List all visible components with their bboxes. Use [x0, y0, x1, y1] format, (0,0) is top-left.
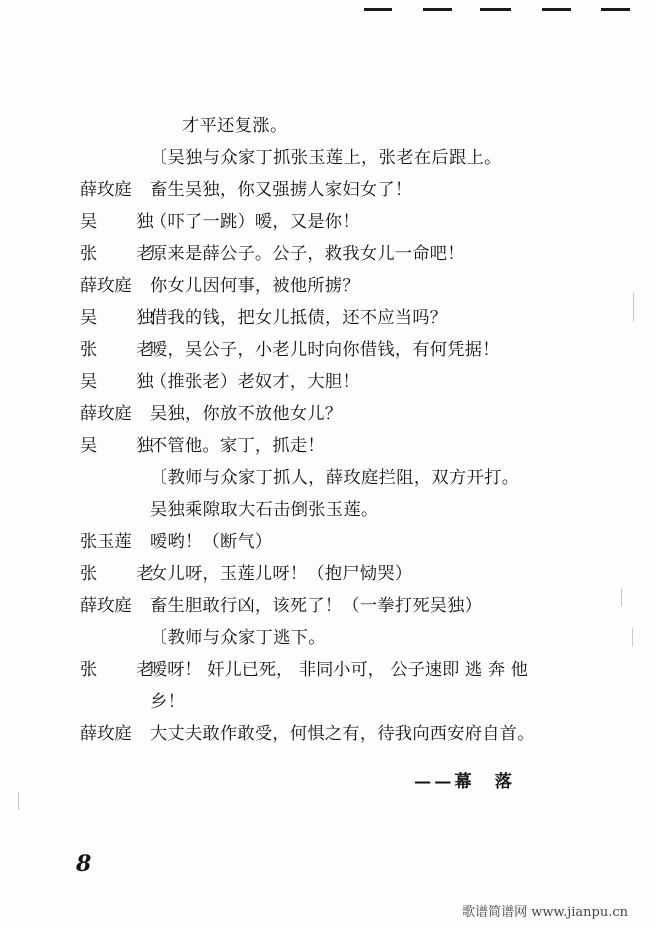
- speaker-zhang-3: 张 老: [80, 564, 165, 584]
- dialogue-line-7: 借我的钱，把女儿抵债，还不应当吗？: [150, 308, 448, 328]
- dialogue-line-11: 不管他。家丁，抓走！: [150, 436, 325, 456]
- dialogue-line-18-part-3: 非同小可，: [298, 660, 385, 680]
- dialogue-line-18-part-6: 奔: [487, 660, 506, 680]
- dialogue-line-9: （推张老）老奴才，大胆！: [150, 372, 360, 392]
- dialogue-line-3: 畜生吴独，你又强掳人家妇女了！: [150, 180, 413, 200]
- dialogue-line-18-part-1: 嗳呀！: [150, 660, 202, 680]
- scan-mark-3: [632, 628, 633, 646]
- speaker-xue-4: 薛玫庭: [80, 596, 132, 616]
- speaker-zhang-2: 张 老: [80, 340, 165, 360]
- speaker-xue-5: 薛玫庭: [80, 724, 132, 744]
- header-rule-1: [364, 8, 392, 11]
- dialogue-line-18-part-4: 公子速即: [390, 660, 460, 680]
- speaker-wu-3: 吴 独: [80, 372, 165, 392]
- dialogue-line-6: 你女儿因何事，被他所掳？: [150, 276, 360, 296]
- dialogue-line-5: 原来是薛公子。公子，救我女儿一命吧！: [150, 244, 465, 264]
- speaker-zhang-4: 张 老: [80, 660, 165, 680]
- dialogue-line-4: （吓了一跳）嗳，又是你！: [150, 212, 360, 232]
- speaker-zhang-1: 张 老: [80, 244, 165, 264]
- dialogue-line-18-part-2: 奸儿已死，: [207, 660, 294, 680]
- header-rule-4: [542, 8, 571, 11]
- dialogue-line-14: 嗳哟！（断气）: [150, 532, 273, 552]
- dialogue-line-18: [150, 660, 528, 680]
- speaker-xue-3: 薛玫庭: [80, 404, 132, 424]
- dialogue-line-19: 乡！: [150, 692, 186, 712]
- speaker-xue-2: 薛玫庭: [80, 276, 132, 296]
- dialogue-line-8: 嗳，吴公子，小老儿时向你借钱，有何凭据！: [150, 340, 500, 360]
- speaker-wu-4: 吴 独: [80, 436, 165, 456]
- header-rule-5: [601, 8, 630, 11]
- watermark-text: 歌谱简谱网 www.jianpu.cn: [462, 905, 628, 920]
- header-rule-2: [423, 8, 452, 11]
- dialogue-line-18-part-5: 逃: [465, 660, 483, 680]
- scan-mark-1: [633, 292, 634, 322]
- speaker-wu-1: 吴 独: [80, 212, 165, 232]
- stage-direction-line-12: 〔教师与众家丁抓人，薛玫庭拦阻，双方开打。: [150, 468, 520, 488]
- speaker-wu-2: 吴 独: [80, 308, 165, 328]
- curtain-fall-text: ——幕 落: [414, 772, 515, 792]
- dialogue-line-10: 吴独，你放不放他女儿？: [150, 404, 343, 424]
- speaker-xue-1: 薛玫庭: [80, 180, 132, 200]
- header-rule-3: [480, 8, 511, 11]
- dialogue-line-18-part-7: 他: [510, 660, 528, 680]
- stage-direction-line-17: 〔教师与众家丁逃下。: [150, 628, 326, 648]
- scan-mark-2: [621, 588, 622, 606]
- dialogue-line-15: 女儿呀，玉莲儿呀！（抱尸恸哭）: [150, 564, 413, 584]
- stage-direction-line-13: 吴独乘隙取大石击倒张玉莲。: [150, 500, 379, 520]
- stage-direction-line-2: 〔吴独与众家丁抓张玉莲上，张老在后跟上。: [150, 148, 502, 168]
- dialogue-line-20: 大丈夫敢作敢受，何惧之有，待我向西安府自首。: [150, 724, 535, 744]
- speaker-zhang-yulian: 张玉莲: [80, 532, 132, 552]
- page-number: 8: [76, 851, 92, 877]
- stage-direction-line-1: 才平还复涨。: [182, 116, 288, 136]
- scan-mark-4: [18, 792, 19, 810]
- dialogue-line-16: 畜生胆敢行凶，该死了！（一拳打死吴独）: [150, 596, 483, 616]
